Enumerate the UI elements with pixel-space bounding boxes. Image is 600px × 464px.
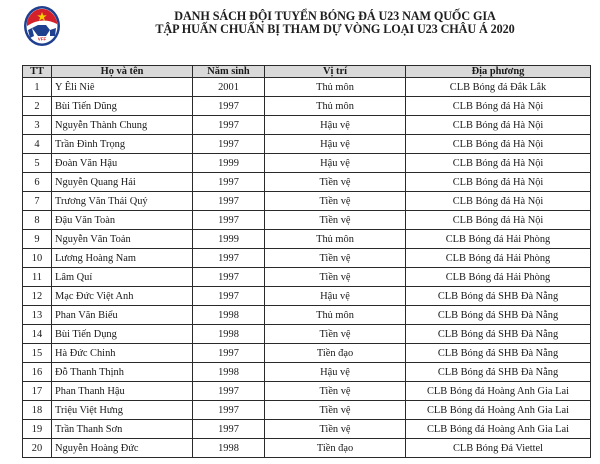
cell-tt: 2 — [23, 97, 52, 116]
cell-position: Tiền vệ — [265, 382, 406, 401]
cell-birth-year: 1998 — [193, 325, 265, 344]
cell-tt: 19 — [23, 420, 52, 439]
cell-position: Thủ môn — [265, 230, 406, 249]
cell-birth-year: 1997 — [193, 97, 265, 116]
cell-tt: 15 — [23, 344, 52, 363]
cell-club: CLB Bóng đá SHB Đà Nẵng — [406, 287, 591, 306]
cell-birth-year: 1997 — [193, 116, 265, 135]
cell-name: Triệu Việt Hưng — [52, 401, 193, 420]
cell-club: CLB Bóng đá Hà Nội — [406, 154, 591, 173]
cell-position: Thủ môn — [265, 97, 406, 116]
cell-club: CLB Bóng đá SHB Đà Nẵng — [406, 363, 591, 382]
cell-position: Hậu vệ — [265, 287, 406, 306]
cell-position: Hậu vệ — [265, 116, 406, 135]
cell-name: Nguyễn Văn Toản — [52, 230, 193, 249]
cell-club: CLB Bóng đá Hải Phòng — [406, 268, 591, 287]
cell-tt: 9 — [23, 230, 52, 249]
cell-position: Thủ môn — [265, 306, 406, 325]
table-row — [23, 211, 591, 230]
cell-position: Hậu vệ — [265, 363, 406, 382]
column-header-birth-year: Năm sinh — [193, 66, 265, 78]
cell-birth-year: 1998 — [193, 363, 265, 382]
cell-tt: 6 — [23, 173, 52, 192]
cell-birth-year: 1997 — [193, 382, 265, 401]
cell-club: CLB Bóng đá Hà Nội — [406, 116, 591, 135]
cell-position: Tiền vệ — [265, 268, 406, 287]
column-header-tt: TT — [23, 66, 52, 78]
table-row — [23, 135, 591, 154]
cell-club: CLB Bóng đá SHB Đà Nẵng — [406, 344, 591, 363]
cell-name: Hà Đức Chinh — [52, 344, 193, 363]
cell-club: CLB Bóng đá Hà Nội — [406, 211, 591, 230]
table-row — [23, 325, 591, 344]
table-row — [23, 363, 591, 382]
table-row — [23, 382, 591, 401]
cell-tt: 16 — [23, 363, 52, 382]
cell-name: Bùi Tiến Dũng — [52, 97, 193, 116]
table-row — [23, 401, 591, 420]
cell-birth-year: 1997 — [193, 420, 265, 439]
cell-birth-year: 2001 — [193, 78, 265, 97]
table-header-row — [23, 66, 591, 78]
cell-tt: 7 — [23, 192, 52, 211]
cell-name: Lâm Quí — [52, 268, 193, 287]
cell-name: Mạc Đức Việt Anh — [52, 287, 193, 306]
title-line-1: DANH SÁCH ĐỘI TUYỂN BÓNG ĐÁ U23 NAM QUỐC GIA — [174, 9, 496, 23]
cell-position: Tiền vệ — [265, 192, 406, 211]
cell-position: Tiền vệ — [265, 211, 406, 230]
vff-logo-icon — [22, 4, 62, 48]
cell-tt: 10 — [23, 249, 52, 268]
cell-tt: 1 — [23, 78, 52, 97]
table-row — [23, 306, 591, 325]
cell-name: Đậu Văn Toàn — [52, 211, 193, 230]
cell-name: Đỗ Thanh Thịnh — [52, 363, 193, 382]
cell-birth-year: 1997 — [193, 401, 265, 420]
column-header-club: Địa phương — [406, 66, 591, 78]
svg-text:VFF: VFF — [37, 36, 47, 42]
table-row — [23, 268, 591, 287]
cell-name: Y Êli Niê — [52, 78, 193, 97]
cell-position: Tiền vệ — [265, 173, 406, 192]
table-row — [23, 97, 591, 116]
cell-name: Phan Văn Biểu — [52, 306, 193, 325]
document-title — [70, 10, 600, 36]
title-line-2: TẬP HUẤN CHUẨN BỊ THAM DỰ VÒNG LOẠI U23 CHÂU Á 2020 — [155, 22, 515, 36]
cell-tt: 8 — [23, 211, 52, 230]
cell-birth-year: 1997 — [193, 173, 265, 192]
column-header-name: Họ và tên — [52, 66, 193, 78]
cell-club: CLB Bóng đá Hoàng Anh Gia Lai — [406, 382, 591, 401]
cell-tt: 14 — [23, 325, 52, 344]
cell-tt: 4 — [23, 135, 52, 154]
cell-name: Phan Thanh Hậu — [52, 382, 193, 401]
cell-name: Nguyễn Quang Hải — [52, 173, 193, 192]
table-row — [23, 344, 591, 363]
table-row — [23, 230, 591, 249]
cell-position: Tiền vệ — [265, 249, 406, 268]
table-row — [23, 439, 591, 458]
cell-club: CLB Bóng Đá Viettel — [406, 439, 591, 458]
cell-birth-year: 1997 — [193, 268, 265, 287]
cell-position: Tiền vệ — [265, 401, 406, 420]
cell-name: Lương Hoàng Nam — [52, 249, 193, 268]
cell-position: Thủ môn — [265, 78, 406, 97]
cell-birth-year: 1999 — [193, 230, 265, 249]
cell-name: Trương Văn Thái Quý — [52, 192, 193, 211]
cell-birth-year: 1997 — [193, 287, 265, 306]
cell-club: CLB Bóng đá SHB Đà Nẵng — [406, 306, 591, 325]
table-row — [23, 116, 591, 135]
cell-tt: 5 — [23, 154, 52, 173]
cell-name: Nguyễn Hoàng Đức — [52, 439, 193, 458]
column-header-position: Vị trí — [265, 66, 406, 78]
cell-club: CLB Bóng đá Đắk Lắk — [406, 78, 591, 97]
roster-table — [22, 65, 591, 458]
cell-name: Trần Đình Trọng — [52, 135, 193, 154]
cell-tt: 3 — [23, 116, 52, 135]
cell-club: CLB Bóng đá Hoàng Anh Gia Lai — [406, 401, 591, 420]
cell-birth-year: 1998 — [193, 439, 265, 458]
cell-tt: 11 — [23, 268, 52, 287]
cell-tt: 20 — [23, 439, 52, 458]
cell-position: Tiền đạo — [265, 344, 406, 363]
cell-club: CLB Bóng đá Hà Nội — [406, 192, 591, 211]
cell-birth-year: 1997 — [193, 192, 265, 211]
cell-name: Nguyễn Thành Chung — [52, 116, 193, 135]
cell-birth-year: 1998 — [193, 306, 265, 325]
cell-tt: 12 — [23, 287, 52, 306]
cell-name: Đoàn Văn Hậu — [52, 154, 193, 173]
cell-birth-year: 1997 — [193, 249, 265, 268]
table-row — [23, 420, 591, 439]
cell-birth-year: 1997 — [193, 135, 265, 154]
cell-position: Hậu vệ — [265, 154, 406, 173]
cell-tt: 18 — [23, 401, 52, 420]
cell-position: Tiền đạo — [265, 439, 406, 458]
table-row — [23, 249, 591, 268]
cell-club: CLB Bóng đá Hà Nội — [406, 135, 591, 154]
cell-birth-year: 1997 — [193, 344, 265, 363]
cell-position: Hậu vệ — [265, 135, 406, 154]
cell-name: Bùi Tiến Dụng — [52, 325, 193, 344]
cell-club: CLB Bóng đá SHB Đà Nẵng — [406, 325, 591, 344]
cell-club: CLB Bóng đá Hà Nội — [406, 173, 591, 192]
cell-club: CLB Bóng đá Hoàng Anh Gia Lai — [406, 420, 591, 439]
table-row — [23, 173, 591, 192]
cell-club: CLB Bóng đá Hải Phòng — [406, 249, 591, 268]
cell-birth-year: 1997 — [193, 211, 265, 230]
cell-birth-year: 1999 — [193, 154, 265, 173]
cell-club: CLB Bóng đá Hà Nội — [406, 97, 591, 116]
table-row — [23, 287, 591, 306]
table-row — [23, 154, 591, 173]
cell-tt: 13 — [23, 306, 52, 325]
table-row — [23, 192, 591, 211]
cell-club: CLB Bóng đá Hải Phòng — [406, 230, 591, 249]
table-row — [23, 78, 591, 97]
cell-position: Tiền vệ — [265, 420, 406, 439]
cell-tt: 17 — [23, 382, 52, 401]
cell-position: Tiền vệ — [265, 325, 406, 344]
cell-name: Trần Thanh Sơn — [52, 420, 193, 439]
